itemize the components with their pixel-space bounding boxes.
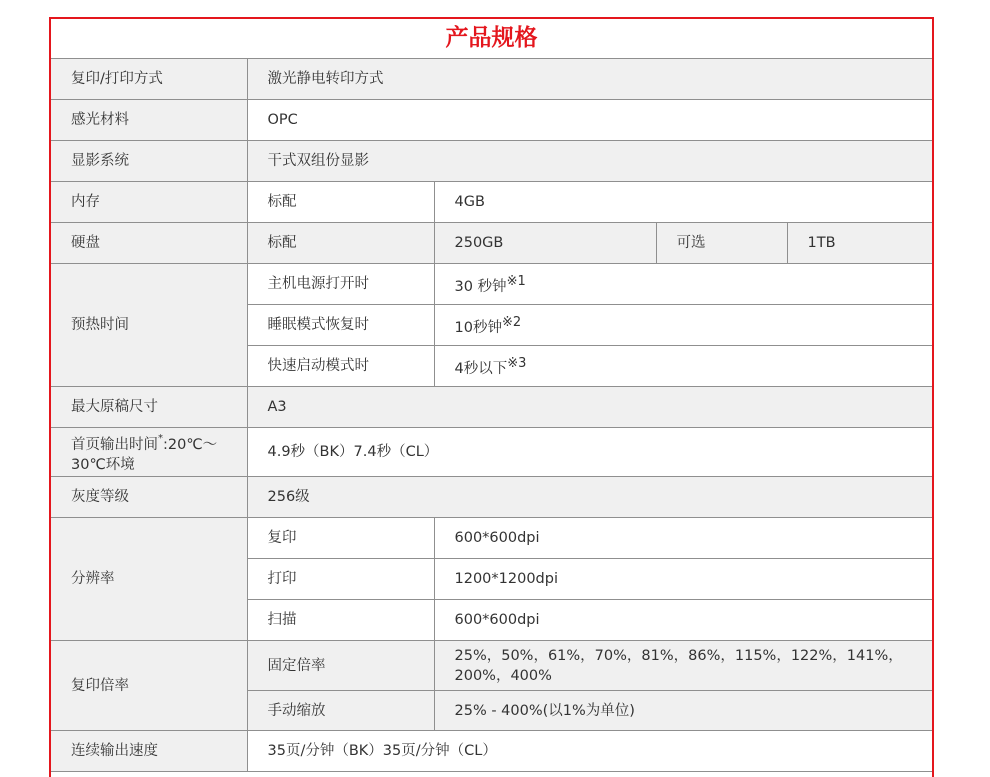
row-sublabel: 标配: [247, 182, 434, 223]
row-value: 4秒以下$^{※3}$: [434, 346, 932, 387]
spec-table: [51, 58, 932, 772]
row-label: 连续输出速度: [51, 731, 247, 772]
row-sublabel: 快速启动模式时: [247, 346, 434, 387]
row-value: 10秒钟$^{※2}$: [434, 305, 932, 346]
row-label: 首页输出时间*:20℃～ 30℃环境: [51, 428, 247, 477]
row-value: 256级: [247, 477, 932, 518]
table-row: [51, 264, 932, 305]
row-sublabel: 睡眠模式恢复时: [247, 305, 434, 346]
table-row: [51, 387, 932, 428]
row-label: 显影系统: [51, 141, 247, 182]
table-row: [51, 641, 932, 691]
row-value: 4GB: [434, 182, 932, 223]
row-value: 600*600dpi: [434, 518, 932, 559]
table-row: [51, 428, 932, 477]
row-label: 感光材料: [51, 100, 247, 141]
footnote-mark: ※3: [507, 355, 527, 371]
row-value: 4.9秒（BK）7.4秒（CL）: [247, 428, 932, 477]
row-value: 25% - 400%(以1%为单位): [434, 691, 932, 731]
table-row: [51, 141, 932, 182]
row-value: 干式双组份显影: [247, 141, 932, 182]
row-value: 35页/分钟（BK）35页/分钟（CL）: [247, 731, 932, 772]
row-value: 30 秒钟$^{※1}$: [434, 264, 932, 305]
row-sublabel: 手动缩放: [247, 691, 434, 731]
row-value: OPC: [247, 100, 932, 141]
footnote-mark: ※2: [501, 314, 522, 330]
row-sublabel: 复印: [247, 518, 434, 559]
row-sublabel: 打印: [247, 559, 434, 600]
row-label: 硬盘: [51, 223, 247, 264]
row-label: 最大原稿尺寸: [51, 387, 247, 428]
table-row: [51, 182, 932, 223]
table-row: [51, 518, 932, 559]
row-value: 600*600dpi: [434, 600, 932, 641]
row-label: 复印/打印方式: [51, 59, 247, 100]
row-value: 1200*1200dpi: [434, 559, 932, 600]
row-sublabel: 主机电源打开时: [247, 264, 434, 305]
table-row: [51, 477, 932, 518]
row-label: 复印倍率: [51, 641, 247, 731]
table-row: [51, 223, 932, 264]
row-label: 分辨率: [51, 518, 247, 641]
spec-frame: [49, 17, 934, 777]
page-title: 产品规格: [51, 19, 932, 59]
row-sublabel: 扫描: [247, 600, 434, 641]
option-label: 可选: [656, 223, 787, 264]
table-row: [51, 59, 932, 100]
option-value: 1TB: [787, 223, 932, 264]
table-row: [51, 731, 932, 772]
row-value: 25%，50%，61%，70%，81%，86%，115%，122%，141%， 200%，400%: [434, 641, 932, 691]
row-label: 内存: [51, 182, 247, 223]
row-value: 250GB: [434, 223, 656, 264]
row-value: A3: [247, 387, 932, 428]
row-value: 激光静电转印方式: [247, 59, 932, 100]
row-sublabel: 固定倍率: [247, 641, 434, 691]
row-label: 预热时间: [51, 264, 247, 387]
footnote-mark: ※1: [506, 273, 526, 289]
table-row: [51, 100, 932, 141]
row-sublabel: 标配: [247, 223, 434, 264]
row-label: 灰度等级: [51, 477, 247, 518]
